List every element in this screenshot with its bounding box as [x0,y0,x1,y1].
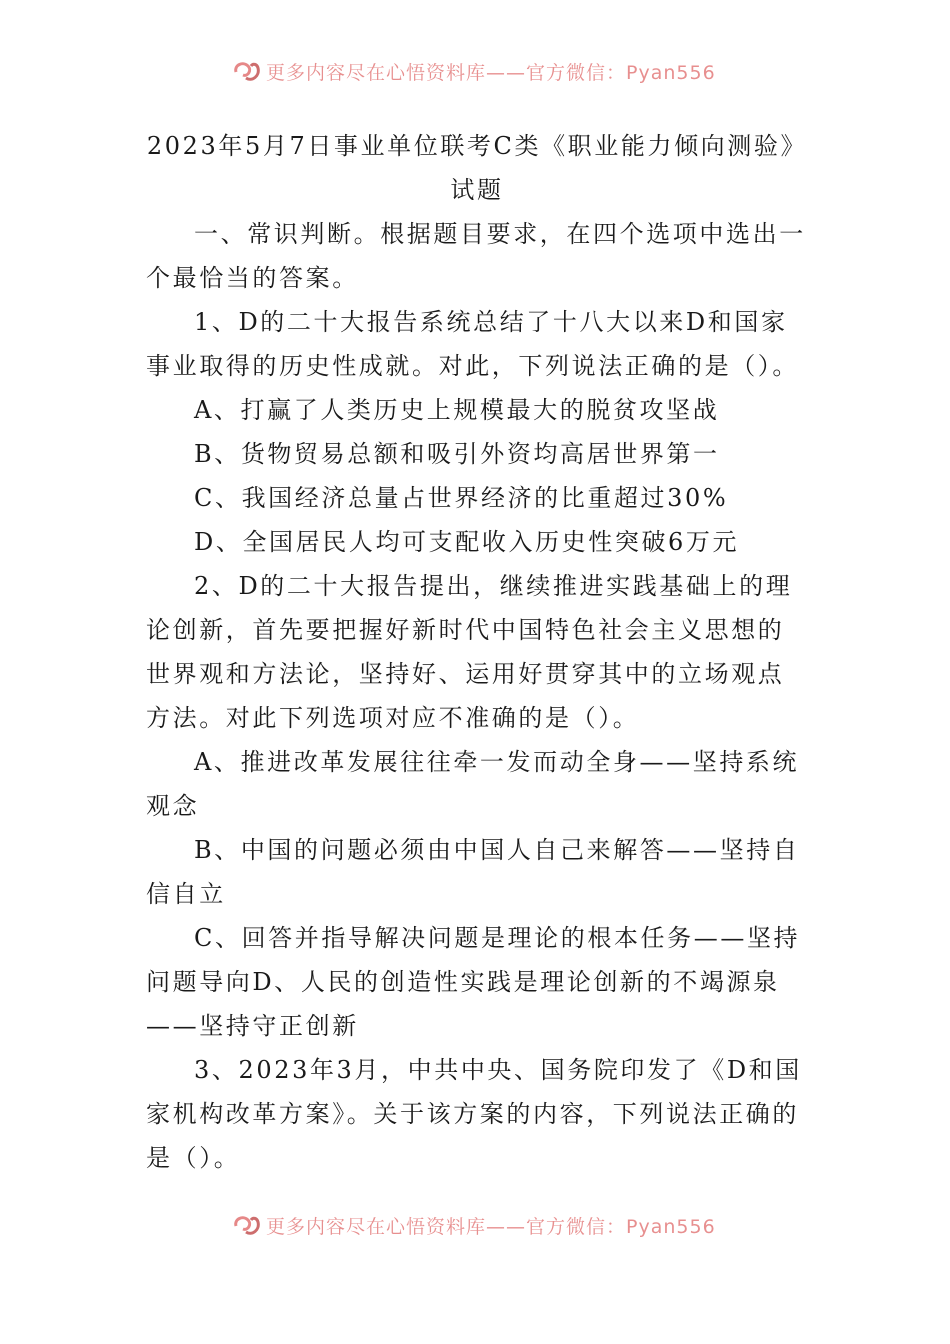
q1-option-b: B、货物贸易总额和吸引外资均高居世界第一 [194,440,720,468]
question-3: 3、2023年3月，中共中央、国务院印发了《D和国家机构改革方案》。关于该方案的内容，下列说法正确的是（）。 [146,1056,802,1172]
q2-option-a: A、推进改革发展往往牵一发而动全身——坚持系统观念 [146,748,800,820]
q2-option-b: B、中国的问题必须由中国人自己来解答——坚持自信自立 [146,836,800,908]
brand-logo-icon [232,1212,262,1238]
watermark-text: 更多内容尽在心悟资料库——官方微信：Pyan556 [266,61,716,84]
watermark-text: 更多内容尽在心悟资料库——官方微信：Pyan556 [266,1215,716,1238]
q2-option-c-d: C、回答并指导解决问题是理论的根本任务——坚持问题导向D、人民的创造性实践是理论创新的不竭源泉——坚持守正创新 [146,924,801,1040]
q1-option-d: D、全国居民人均可支配收入历史性突破6万元 [194,528,740,556]
question-1: 1、D的二十大报告系统总结了十八大以来D和国家事业取得的历史性成就。对此，下列说法正确的是（）。 [146,308,799,380]
watermark-footer [232,1210,732,1240]
question-2: 2、D的二十大报告提出，继续推进实践基础上的理论创新，首先要把握好新时代中国特色社会主义思想的世界观和方法论，坚持好、运用好贯穿其中的立场观点方法。对此下列选项对应不准确的是（）。 [146,572,793,732]
q1-option-c: C、我国经济总量占世界经济的比重超过30% [194,484,729,512]
watermark-header [232,56,732,86]
brand-logo-icon [232,58,262,84]
document-body [146,124,808,1180]
q1-option-a: A、打赢了人类历史上规模最大的脱贫攻坚战 [194,396,720,424]
page-title: 2023年5月7日事业单位联考C类《职业能力倾向测验》试题 [146,132,808,204]
section-intro: 一、常识判断。根据题目要求，在四个选项中选出一个最恰当的答案。 [146,220,806,292]
